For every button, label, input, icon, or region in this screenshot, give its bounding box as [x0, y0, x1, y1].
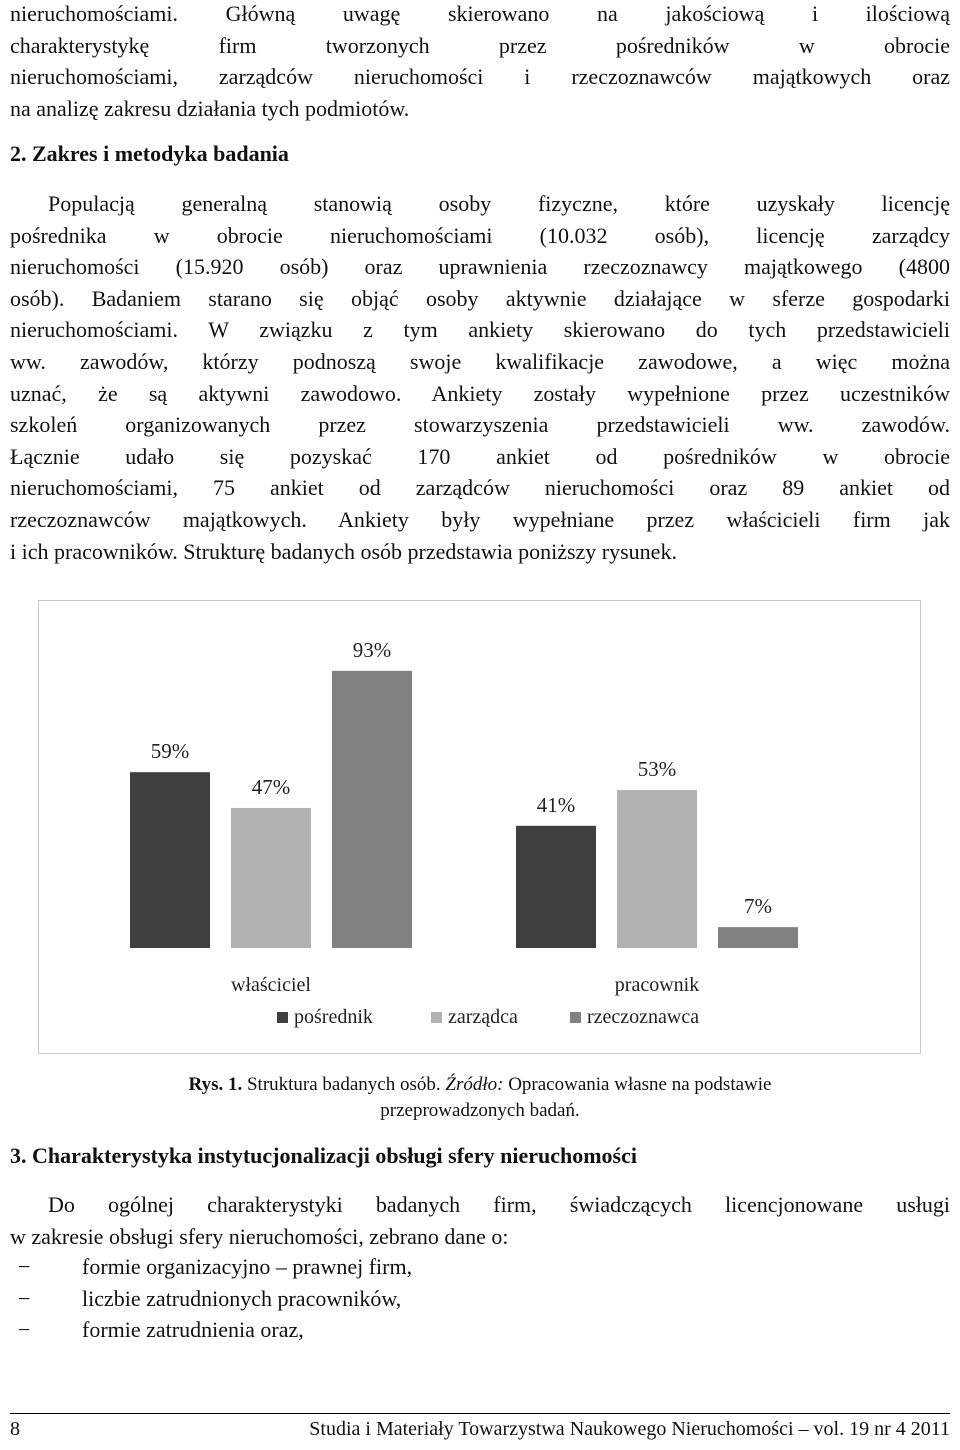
caption-source-text: Opracowania własne na podstawie [503, 1074, 772, 1095]
legend-swatch [277, 1012, 288, 1023]
figure-caption [0, 1072, 960, 1124]
text-line: Łącznie udało się pozyskać 170 ankiet od pośredników w obrocie [10, 443, 950, 469]
list-item [10, 1251, 950, 1283]
bar-chart [39, 601, 920, 1053]
dash-bullet: − [18, 1254, 31, 1279]
section-2-heading: 2. Zakres i metodyka badania [10, 141, 289, 166]
methodology-paragraph [10, 188, 950, 567]
legend-label: rzeczoznawca [587, 1006, 700, 1028]
data-list [10, 1251, 950, 1346]
legend-label: zarządca [448, 1006, 518, 1028]
legend-swatch [431, 1012, 442, 1023]
figure-frame [38, 600, 921, 1054]
text-line: na analizę zakresu działania tych podmiotów. [10, 95, 410, 121]
bars-layer [130, 671, 798, 948]
category-labels-layer [231, 974, 699, 996]
journal-footer: Studia i Materiały Towarzystwa Naukowego Nieruchomości – vol. 19 nr 4 2011 [309, 1418, 950, 1440]
list-item [10, 1314, 950, 1346]
text-line: szkoleń organizowanych przez stowarzyszenia przedstawicieli ww. zawodów. [10, 412, 950, 438]
bar-pośrednik-właściciel [130, 772, 210, 948]
text-line: nieruchomościami. W związku z tym ankiety skierowano do tych przedstawicieli [10, 317, 950, 343]
bar-zarządca-pracownik [617, 790, 697, 948]
section-3-heading: 3. Charakterystyka instytucjonalizacji obsługi sfery nieruchomości [10, 1143, 637, 1168]
bar-rzeczoznawca-właściciel [332, 671, 412, 948]
dash-bullet: − [18, 1285, 31, 1311]
category-label: właściciel [231, 974, 311, 996]
list-item [10, 1283, 950, 1315]
data-label: 93% [352, 637, 392, 662]
text-line: nieruchomości (15.920 osób) oraz uprawnienia rzeczoznawcy majątkowego (4800 [10, 254, 950, 280]
text-line: rzeczoznawców majątkowych. Ankiety były wypełniane przez właścicieli firm jak [10, 506, 950, 532]
text-line: ww. zawodów, którzy podnoszą swoje kwalifikacje zawodowe, a więc można [10, 348, 950, 374]
characteristics-paragraph [10, 1189, 950, 1252]
caption-title: Struktura badanych osób. [242, 1074, 446, 1095]
data-label: 47% [251, 774, 291, 799]
text-line: Do ogólnej charakterystyki badanych firm, świadczących licencjonowane usługi [48, 1192, 950, 1217]
text-line: nieruchomościami, 75 ankiet od zarządców nieruchomości oraz 89 ankiet od [10, 475, 950, 501]
bar-pośrednik-pracownik [516, 826, 596, 948]
caption-source-label: Źródło: [445, 1074, 504, 1095]
legend-swatch [570, 1012, 581, 1023]
text-line: nieruchomościami, zarządców nieruchomości i rzeczoznawców majątkowych oraz [10, 64, 950, 90]
dash-bullet: − [18, 1317, 31, 1343]
footer-rule [10, 1413, 950, 1414]
data-label: 53% [637, 757, 677, 782]
data-label: 7% [744, 894, 772, 919]
list-item-text: liczbie zatrudnionych pracowników, [82, 1285, 402, 1311]
data-label: 41% [536, 792, 576, 817]
legend [277, 1006, 699, 1028]
text-line: uznać, że są aktywni zawodowo. Ankiety zostały wypełnione przez uczestników [10, 380, 950, 406]
data-label: 59% [150, 739, 190, 764]
text-line: i ich pracowników. Strukturę badanych osób przedstawia poniższy rysunek. [10, 538, 677, 564]
list-item-text: formie organizacyjno – prawnej firm, [82, 1254, 413, 1279]
bar-rzeczoznawca-pracownik [718, 927, 798, 948]
page-number: 8 [10, 1418, 20, 1440]
bar-zarządca-właściciel [231, 808, 311, 948]
legend-label: pośrednik [294, 1006, 373, 1028]
text-line: charakterystykę firm tworzonych przez pośredników w obrocie [10, 32, 950, 58]
text-line: nieruchomościami. Główną uwagę skierowano na jakościową i ilościową [10, 1, 950, 26]
intro-paragraph [10, 0, 950, 124]
caption-prefix: Rys. 1. [188, 1074, 243, 1095]
text-line: Populacją generalną stanowią osoby fizyczne, które uzyskały licencję [48, 191, 950, 216]
caption-line-2: przeprowadzonych badań. [380, 1100, 580, 1121]
text-line: w zakresie obsługi sfery nieruchomości, zebrano dane o: [10, 1223, 509, 1249]
category-label: pracownik [614, 974, 700, 996]
list-item-text: formie zatrudnienia oraz, [82, 1317, 304, 1343]
text-line: pośrednika w obrocie nieruchomościami (10.032 osób), licencję zarządcy [10, 222, 950, 248]
text-line: osób). Badaniem starano się objąć osoby aktywnie działające w sferze gospodarki [10, 285, 950, 311]
